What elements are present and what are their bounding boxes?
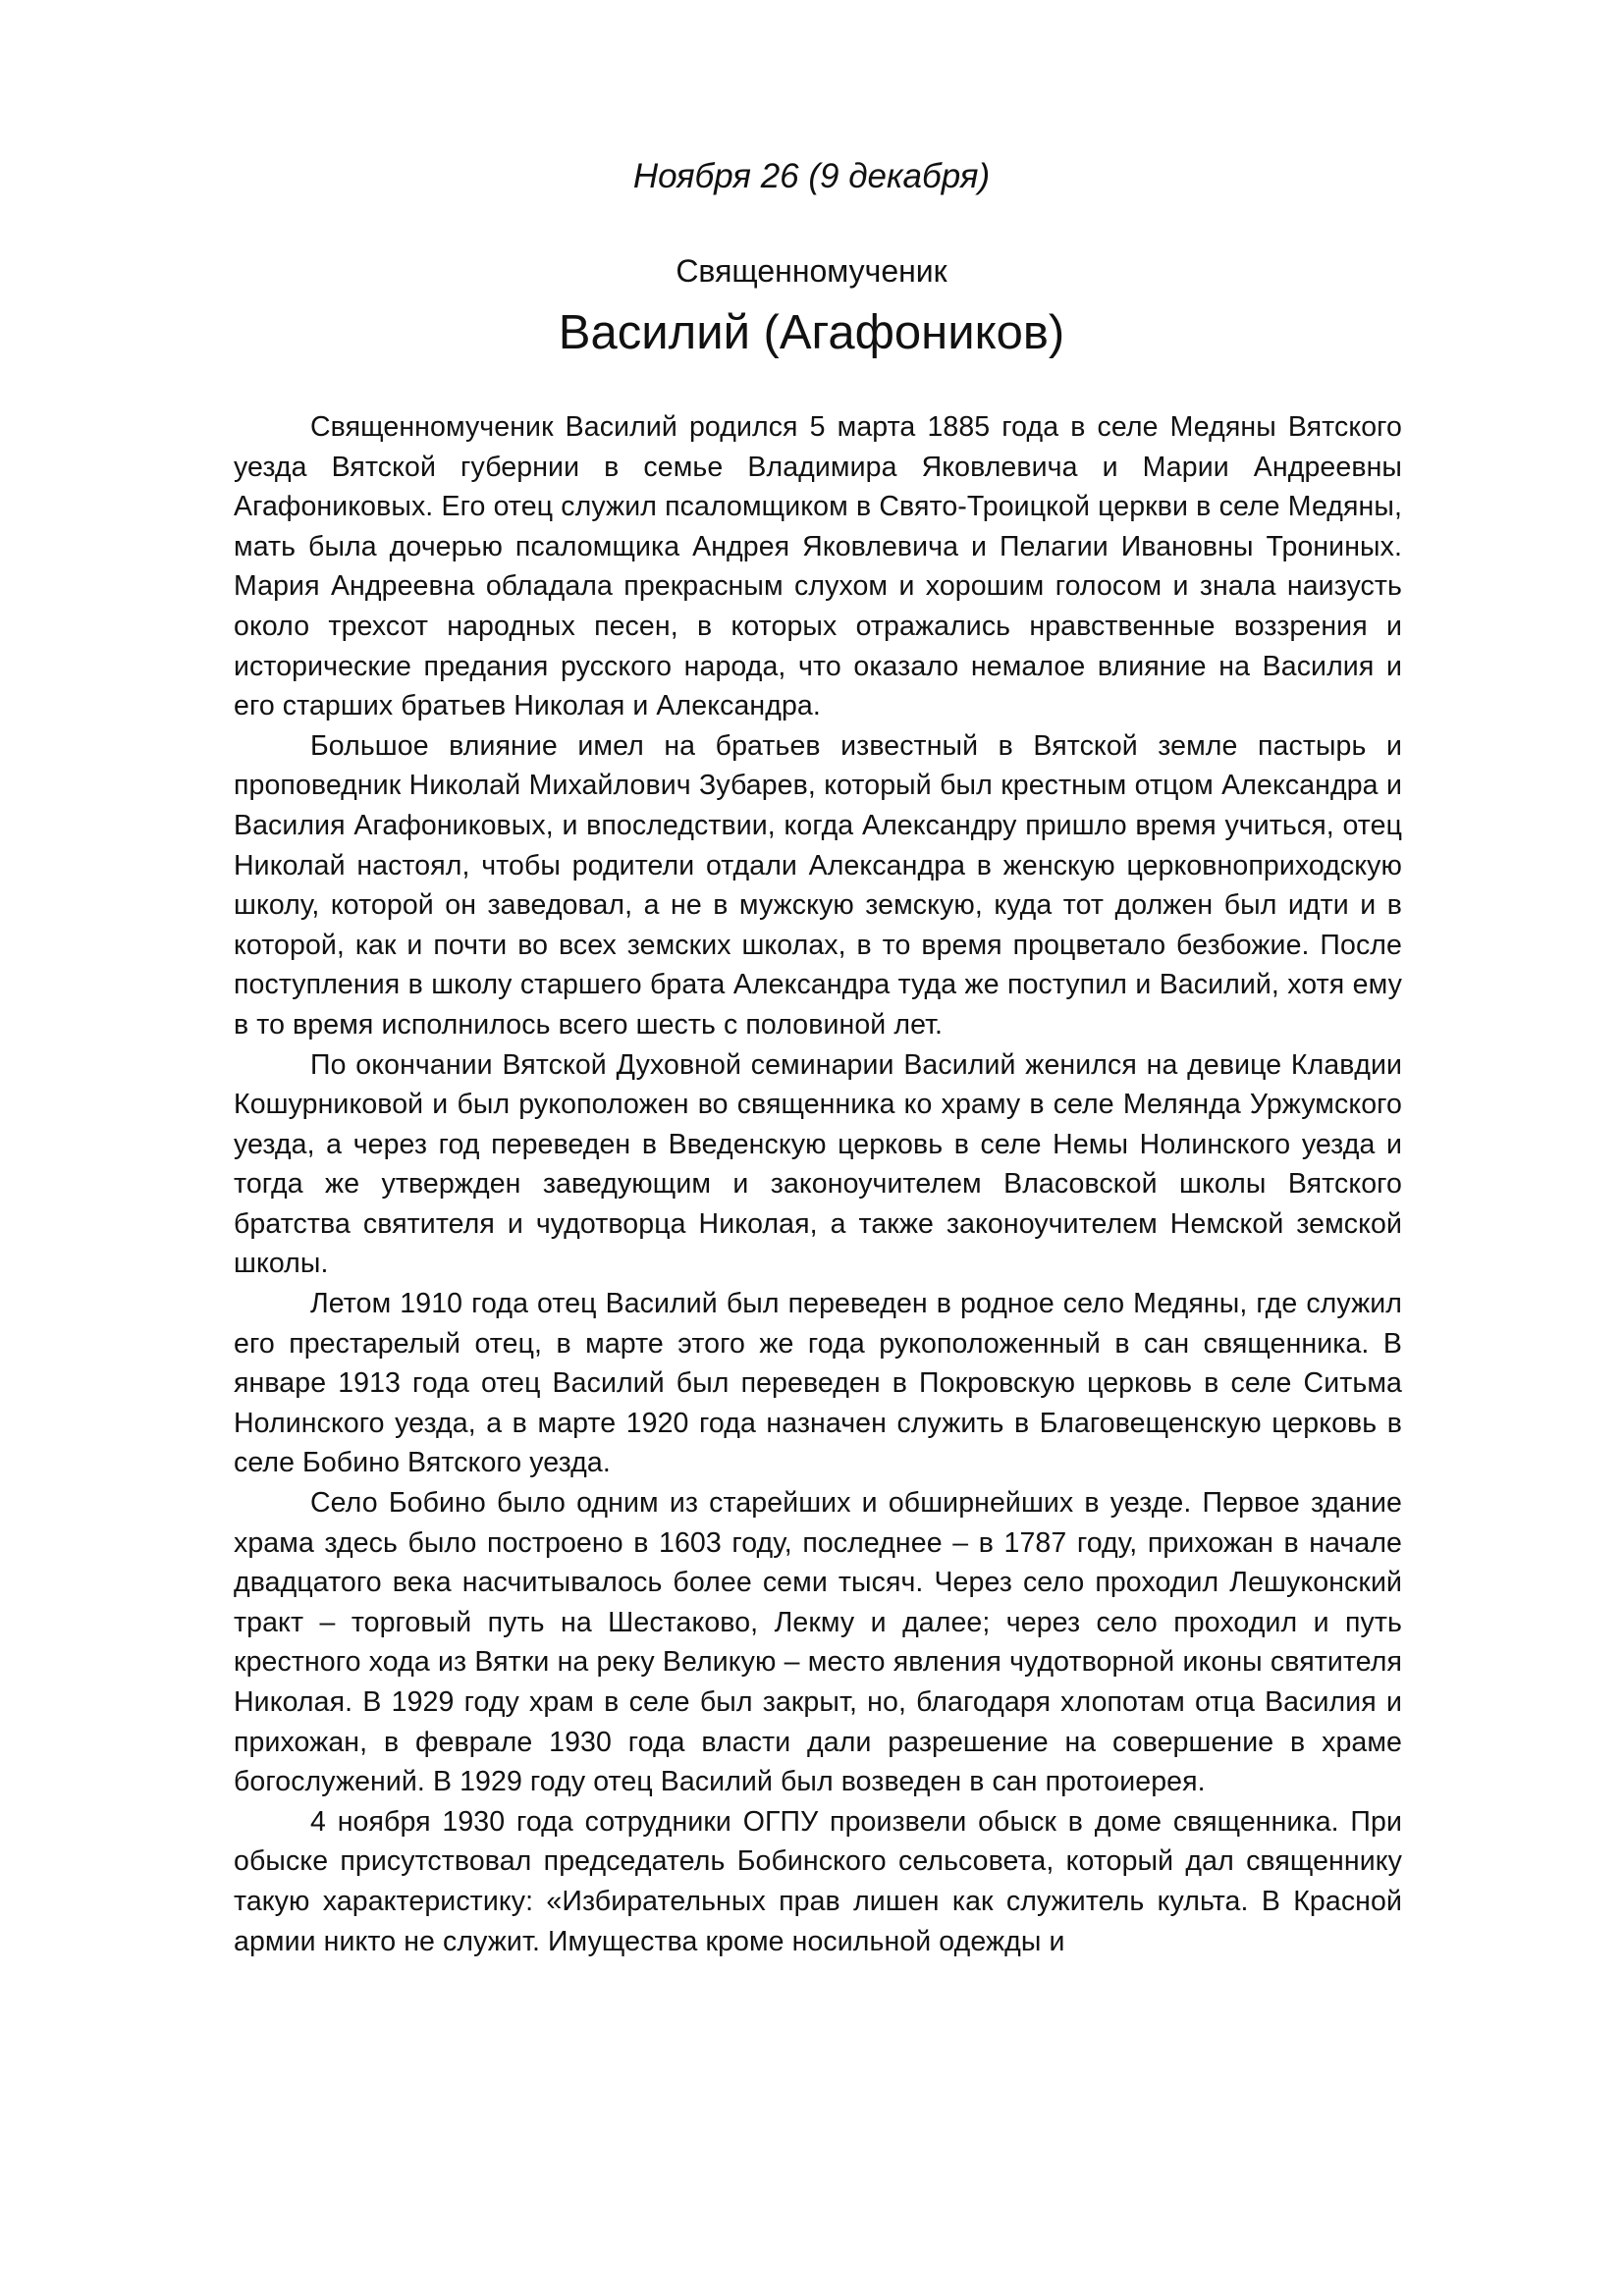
- paragraph: По окончании Вятской Духовной семинарии Василий женился на девице Клавдии Кошурниковой и был рукоположен во священника ко храму в селе Мелянда Уржумского уезда, а через год переведен в Введенскую церковь в селе Немы Нолинского уезда и тогда же утвержден заведующим и законоучителем Власовской школы Вятского братства святителя и чудотворца Николая, а также законоучителем Немской земской школы.: [234, 1048, 1402, 1280]
- page-title: Василий (Агафоников): [558, 306, 1065, 359]
- paragraph: Село Бобино было одним из старейших и обширнейших в уезде. Первое здание храма здесь было построено в 1603 году, последнее – в 1787 году, прихожан в начале двадцатого века насчитывалось более семи тысяч. Через село проходил Лешуконский тракт – торговый путь на Шестаково, Лекму и далее; через село проходил и путь крестного хода из Вятки на реку Великую – место явления чудотворной иконы святителя Николая. В 1929 году храм в селе был закрыт, но, благодаря хлопотам отца Василия и прихожан, в феврале 1930 года власти дали разрешение на совершение в храме богослужений. В 1929 году отец Василий был возведен в сан протоиерея.: [234, 1487, 1402, 1798]
- paragraph: Священномученик Василий родился 5 марта 1885 года в селе Медяны Вятского уезда Вятской губернии в семье Владимира Яковлевича и Марии Андреевны Агафониковых. Его отец служил псаломщиком в Свято-Троицкой церкви в селе Медяны, мать была дочерью псаломщика Андрея Яковлевича и Пелагии Ивановны Трониных. Мария Андреевна обладала прекрасным слухом и хорошим голосом и знала наизусть около трехсот народных песен, в которых отражались нравственные воззрения и исторические предания русского народа, что оказало немалое влияние на Василия и его старших братьев Николая и Александра.: [234, 411, 1402, 722]
- body-text: [234, 407, 1402, 1961]
- paragraph: Большое влияние имел на братьев известный в Вятской земле пастырь и проповедник Николай Михайлович Зубарев, который был крестным отцом Александра и Василия Агафониковых, и впоследствии, когда Александру пришло время учиться, отец Николай настоял, чтобы родители отдали Александра в женскую церковноприходскую школу, которой он заведовал, а не в мужскую земскую, куда тот должен был идти и в которой, как и почти во всех земских школах, в то время процветало безбожие. После поступления в школу старшего брата Александра туда же поступил и Василий, хотя ему в то время исполнилось всего шесть с половиной лет.: [234, 729, 1402, 1041]
- paragraph: Летом 1910 года отец Василий был переведен в родное село Медяны, где служил его престарелый отец, в марте этого же года рукоположенный в сан священника. В январе 1913 года отец Василий был переведен в Покровскую церковь в селе Ситьма Нолинского уезда, а в марте 1920 года назначен служить в Благовещенскую церковь в селе Бобино Вятского уезда.: [234, 1288, 1402, 1479]
- date-heading: Ноября 26 (9 декабря): [632, 157, 991, 195]
- saint-rank-subtitle: Священномученик: [676, 253, 947, 289]
- paragraph: 4 ноября 1930 года сотрудники ОГПУ произвели обыск в доме священника. При обыске присутствовал председатель Бобинского сельсовета, который дал священнику такую характеристику: «Избирательных прав лишен как служитель культа. В Красной армии никто не служит. Имущества кроме носильной одежды и: [234, 1805, 1402, 1957]
